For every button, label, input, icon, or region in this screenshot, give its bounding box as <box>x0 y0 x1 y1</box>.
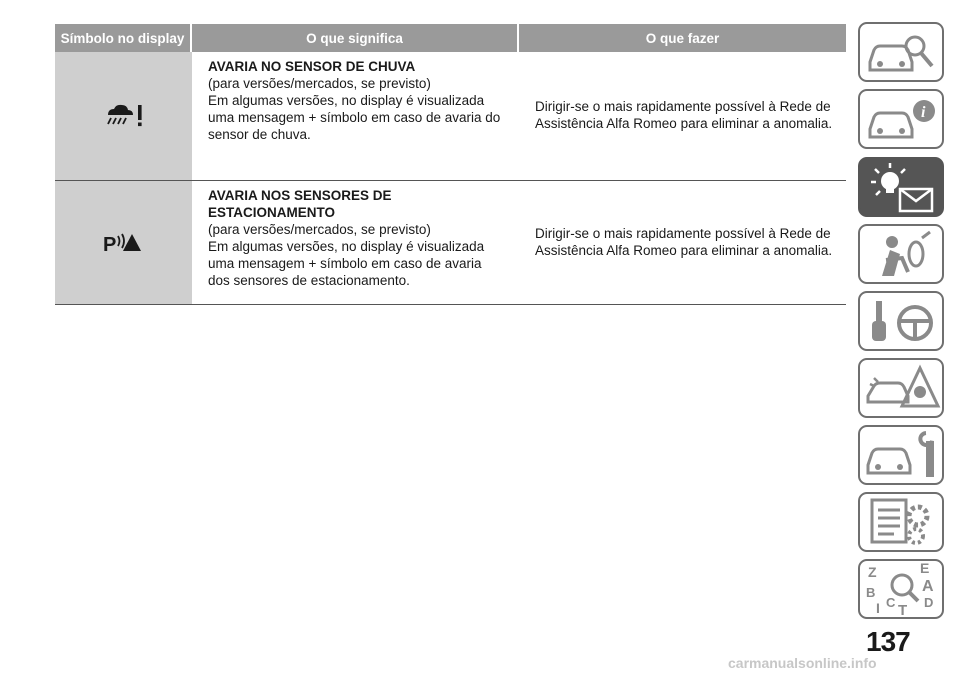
key-steering-wheel-icon <box>860 293 944 351</box>
tab-car-info[interactable] <box>858 89 944 149</box>
header-action: O que fazer <box>519 24 846 52</box>
index-letter: T <box>898 602 908 619</box>
index-letter: B <box>866 585 876 600</box>
car-maintenance-icon <box>860 427 944 485</box>
car-info-icon <box>860 91 944 149</box>
tab-index[interactable] <box>858 559 944 619</box>
airbag-seat-icon <box>860 226 944 284</box>
warning-table <box>55 24 846 305</box>
tab-maintenance[interactable] <box>858 425 944 485</box>
alphabetical-index-icon <box>860 561 944 619</box>
action-line: Dirigir-se o mais rapidamente possível à Rede de <box>535 99 831 114</box>
action-cell <box>519 181 846 304</box>
page-number: 137 <box>866 626 910 657</box>
meaning-line: uma mensagem + símbolo em caso de avaria <box>208 256 482 271</box>
tab-emergency[interactable] <box>858 358 944 418</box>
rain-sensor-failure-icon <box>102 101 146 131</box>
index-letter: I <box>876 600 880 616</box>
meaning-line: uma mensagem + símbolo em caso de avaria do <box>208 110 501 125</box>
index-letter: C <box>886 595 896 610</box>
symbol-cell <box>55 181 192 304</box>
parking-sensor-failure-icon <box>102 230 146 256</box>
header-symbol: Símbolo no display <box>55 24 192 52</box>
action-line: Assistência Alfa Romeo para eliminar a anomalia. <box>535 242 833 258</box>
tab-warning-lights[interactable] <box>858 157 944 217</box>
symbol-cell <box>55 52 192 180</box>
table-header <box>55 24 846 52</box>
svg-text:i: i <box>921 104 926 121</box>
meaning-cell <box>192 181 519 304</box>
table-row <box>55 52 846 181</box>
action-line: Assistência Alfa Romeo para eliminar a anomalia. <box>535 116 833 131</box>
meaning-line: Em algumas versões, no display é visualizada <box>208 239 485 254</box>
technical-data-icon <box>860 494 944 552</box>
table-row <box>55 181 846 305</box>
index-letter: Z <box>868 564 877 580</box>
tab-safety[interactable] <box>858 224 944 284</box>
meaning-line: sensor de chuva. <box>208 127 311 142</box>
meaning-cell <box>192 52 519 180</box>
index-letter: A <box>922 578 934 595</box>
warning-light-message-icon <box>860 159 944 217</box>
tab-starting-driving[interactable] <box>858 291 944 351</box>
meaning-line: Em algumas versões, no display é visualizada <box>208 93 485 108</box>
action-line: Dirigir-se o mais rapidamente possível à Rede de <box>535 225 831 241</box>
tab-technical-data[interactable] <box>858 492 944 552</box>
row-title: AVARIA NO SENSOR DE CHUVA <box>208 59 416 74</box>
action-cell <box>519 52 846 180</box>
index-letter: D <box>924 595 934 610</box>
meaning-line: (para versões/mercados, se previsto) <box>208 222 431 237</box>
header-meaning: O que significa <box>192 24 519 52</box>
meaning-line: (para versões/mercados, se previsto) <box>208 76 431 91</box>
watermark: carmanualsonline.info <box>728 655 877 671</box>
index-letter: E <box>920 561 930 576</box>
tab-car-search[interactable] <box>858 22 944 82</box>
car-search-icon <box>860 24 944 82</box>
emergency-warning-icon <box>860 360 944 418</box>
meaning-line: dos sensores de estacionamento. <box>208 273 410 288</box>
svg-text:P: P <box>102 233 116 256</box>
row-title: AVARIA NOS SENSORES DE ESTACIONAMENTO <box>208 188 392 220</box>
